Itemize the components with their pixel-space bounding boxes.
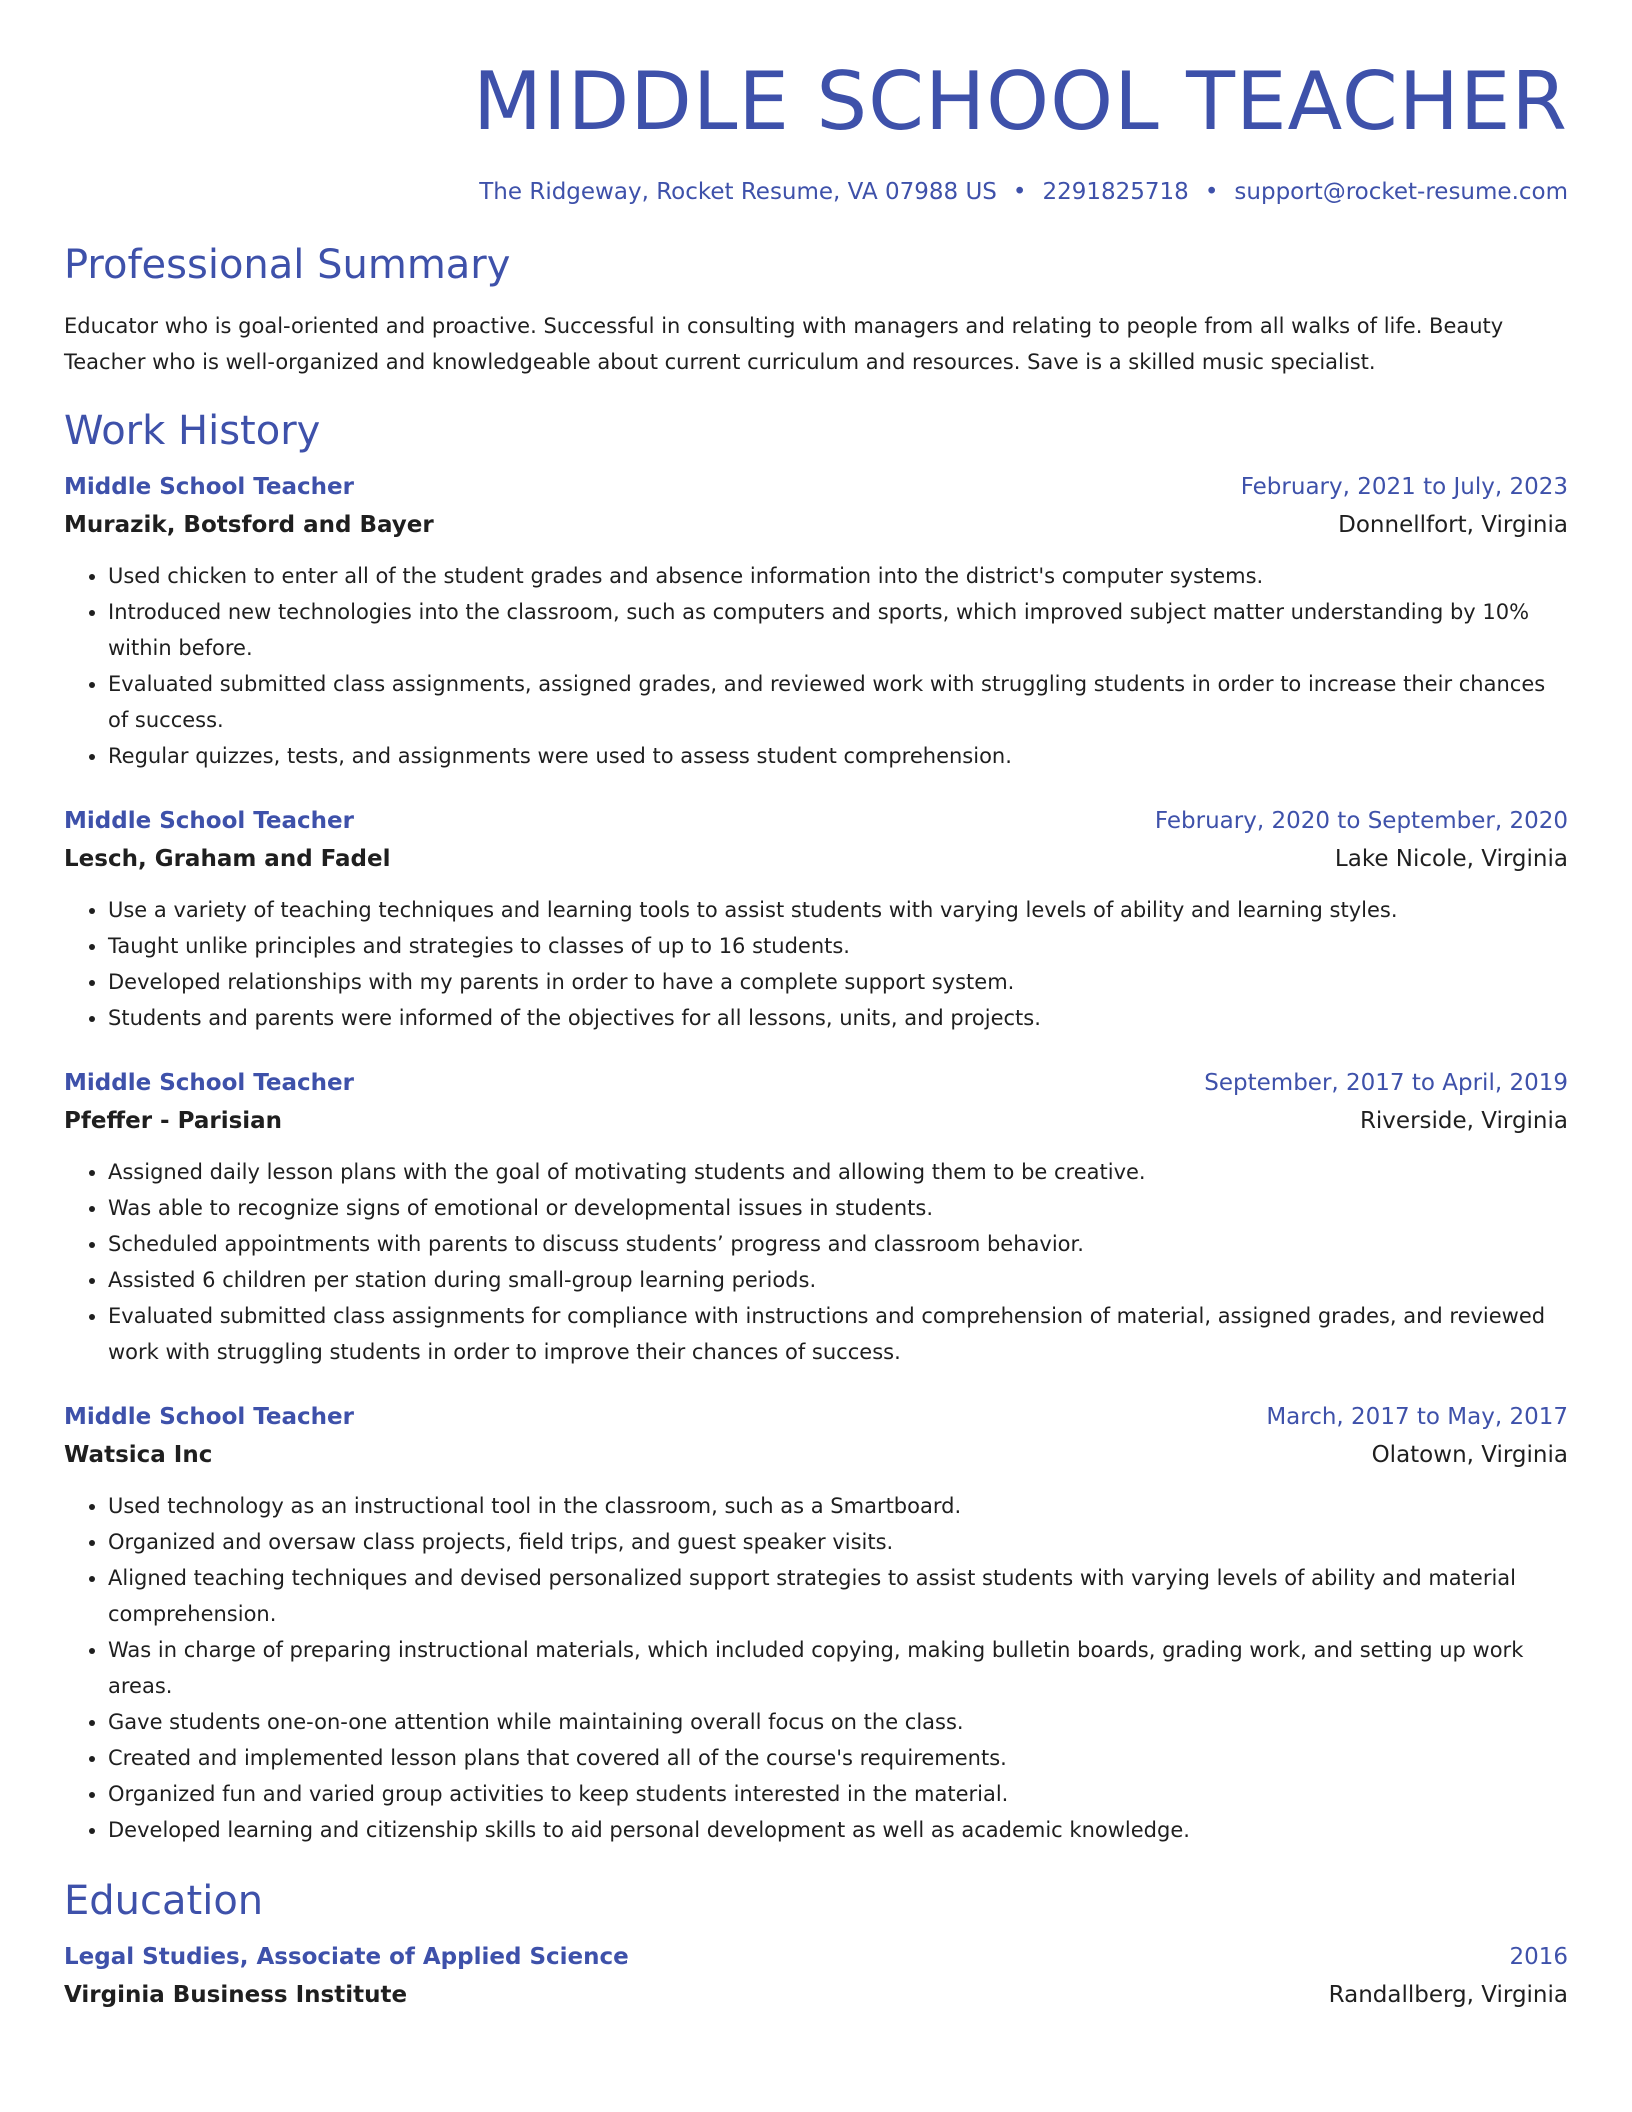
job-bullet: • Was in charge of preparing instructional materials, which included copying, making bulletin boards, grading work, and setting up work areas.: [108, 1632, 1568, 1704]
contact-phone: 2291825718: [1042, 179, 1189, 205]
job-bullet: • Used chicken to enter all of the student grades and absence information into the district's computer systems.: [108, 558, 1568, 594]
job-bullet: • Scheduled appointments with parents to discuss students’ progress and classroom behavior.: [108, 1226, 1568, 1262]
job-dates: February, 2020 to September, 2020: [1154, 808, 1568, 834]
job-dates: February, 2021 to July, 2023: [1240, 474, 1568, 500]
job-entry: [64, 1398, 1568, 1848]
resume-page: [64, 0, 1568, 2014]
job-bullet: • Assigned daily lesson plans with the goal of motivating students and allowing them to be creative.: [108, 1154, 1568, 1190]
job-bullets: [64, 1154, 1568, 1370]
contact-email: support@rocket-resume.com: [1234, 179, 1568, 205]
resume-title: MIDDLE SCHOOL TEACHER: [473, 55, 1568, 148]
job-location: Donnellfort, Virginia: [1338, 512, 1568, 538]
education-school: Virginia Business Institute: [64, 1982, 408, 2008]
job-location: Lake Nicole, Virginia: [1334, 846, 1568, 872]
job-bullet: • Evaluated submitted class assignments, assigned grades, and reviewed work with struggling students in order to increase their chances of success.: [108, 666, 1568, 738]
job-dates: March, 2017 to May, 2017: [1266, 1404, 1568, 1430]
job-bullet: • Introduced new technologies into the classroom, such as computers and sports, which improved subject matter understanding by 10% within before.: [108, 594, 1568, 666]
job-bullet: • Regular quizzes, tests, and assignments were used to assess student comprehension.: [108, 738, 1568, 774]
job-bullet: • Use a variety of teaching techniques and learning tools to assist students with varying levels of ability and learning styles.: [108, 892, 1568, 928]
job-bullet: • Was able to recognize signs of emotional or developmental issues in students.: [108, 1190, 1568, 1226]
company-name: Watsica Inc: [64, 1442, 213, 1468]
job-bullet: • Used technology as an instructional tool in the classroom, such as a Smartboard.: [108, 1488, 1568, 1524]
job-bullet: • Students and parents were informed of the objectives for all lessons, units, and projects.: [108, 1000, 1568, 1036]
job-bullet: • Evaluated submitted class assignments for compliance with instructions and comprehension of material, assigned grades, and reviewed work with struggling students in order to improve their chances of success.: [108, 1298, 1568, 1370]
job-bullets: [64, 558, 1568, 774]
education-location: Randallberg, Virginia: [1328, 1982, 1568, 2008]
contact-line: [64, 176, 1568, 208]
job-bullet: • Organized and oversaw class projects, field trips, and guest speaker visits.: [108, 1524, 1568, 1560]
job-entry: [64, 1064, 1568, 1370]
job-entry: [64, 802, 1568, 1036]
contact-separator: •: [1012, 179, 1027, 205]
job-bullets: [64, 1488, 1568, 1848]
section-title-work-history: Work History: [64, 408, 321, 454]
job-location: Riverside, Virginia: [1359, 1108, 1568, 1134]
job-bullet: • Created and implemented lesson plans that covered all of the course's requirements.: [108, 1740, 1568, 1776]
job-title: Middle School Teacher: [64, 808, 354, 834]
job-bullet: • Organized fun and varied group activities to keep students interested in the material.: [108, 1776, 1568, 1812]
job-bullets: [64, 892, 1568, 1036]
summary-text: Educator who is goal-oriented and proactive. Successful in consulting with managers and relating to people from all walks of life. Beauty Teacher who is well-organized and knowledgeable about current curriculum and resources. Save is a skilled music specialist.: [64, 314, 1504, 374]
job-title: Middle School Teacher: [64, 474, 354, 500]
contact-address: The Ridgeway, Rocket Resume, VA 07988 US: [479, 179, 997, 205]
job-dates: September, 2017 to April, 2019: [1204, 1070, 1568, 1096]
contact-separator: •: [1204, 179, 1219, 205]
education-year: 2016: [1509, 1944, 1568, 1970]
job-bullet: • Developed learning and citizenship skills to aid personal development as well as academic knowledge.: [108, 1812, 1568, 1848]
company-name: Pfeffer - Parisian: [64, 1108, 283, 1134]
job-title: Middle School Teacher: [64, 1070, 354, 1096]
education-entry: [64, 1938, 1568, 2014]
job-bullet: • Developed relationships with my parents in order to have a complete support system.: [108, 964, 1568, 1000]
company-name: Lesch, Graham and Fadel: [64, 846, 391, 872]
job-location: Olatown, Virginia: [1371, 1442, 1568, 1468]
job-bullet: • Taught unlike principles and strategies to classes of up to 16 students.: [108, 928, 1568, 964]
job-bullet: • Assisted 6 children per station during small-group learning periods.: [108, 1262, 1568, 1298]
education-degree: Legal Studies, Associate of Applied Science: [64, 1944, 629, 1970]
section-title-summary: Professional Summary: [64, 242, 511, 288]
job-entry: [64, 468, 1568, 774]
job-bullet: • Gave students one-on-one attention while maintaining overall focus on the class.: [108, 1704, 1568, 1740]
job-title: Middle School Teacher: [64, 1404, 354, 1430]
job-bullet: • Aligned teaching techniques and devised personalized support strategies to assist students with varying levels of ability and material comprehension.: [108, 1560, 1568, 1632]
section-title-education: Education: [64, 1878, 264, 1924]
company-name: Murazik, Botsford and Bayer: [64, 512, 434, 538]
